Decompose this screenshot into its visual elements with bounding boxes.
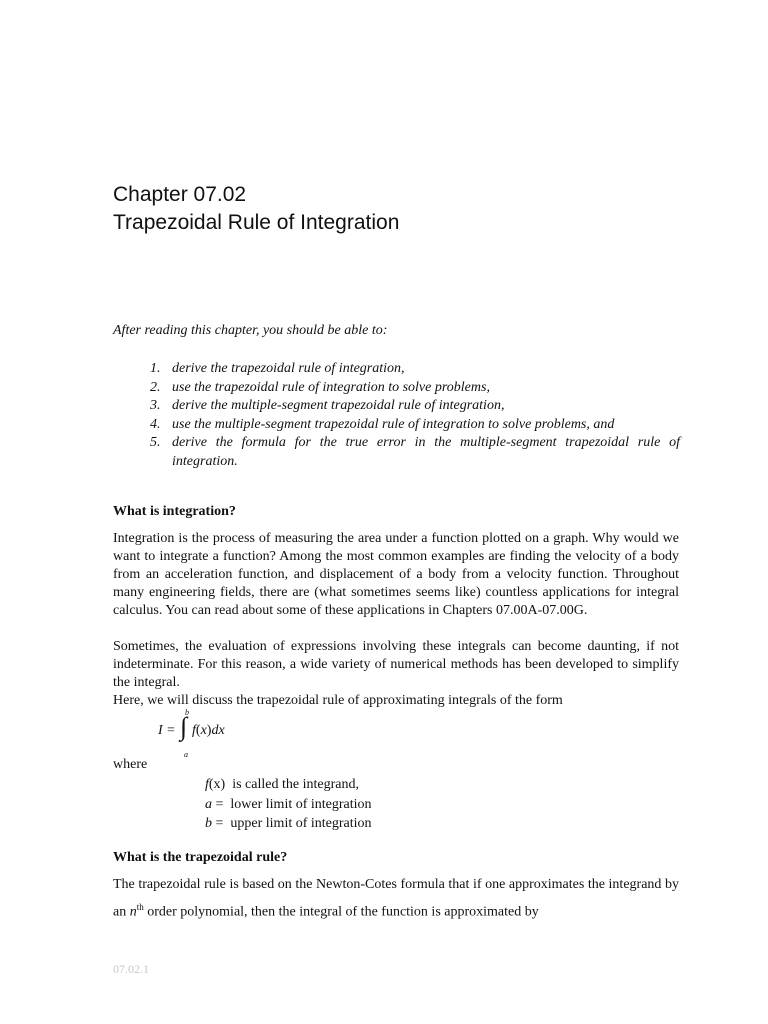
list-item: 5. derive the formula for the true error in the multiple-segment trapezoidal rule of integration. <box>150 435 680 469</box>
objectives-list <box>150 360 680 471</box>
lower-limit: a <box>184 750 188 759</box>
upper-limit-definition: b = upper limit of integration <box>205 816 372 831</box>
objectives-intro: After reading this chapter, you should be able to: <box>113 323 388 338</box>
chapter-title: Trapezoidal Rule of Integration <box>113 211 400 234</box>
paragraph-trapezoidal: The trapezoidal rule is based on the Newton-Cotes formula that if one approximates the integrand by an $n^{th}$ order polynomial, then the integral of the function is approximated by <box>113 877 679 920</box>
integrand-expression: f(x)dx <box>192 723 225 738</box>
page-number: 07.02.1 <box>113 962 149 976</box>
list-item: 2. use the trapezoidal rule of integration to solve problems, <box>150 379 490 395</box>
paragraph-form: Here, we will discuss the trapezoidal rule of approximating integrals of the form <box>113 693 563 708</box>
paragraph-numerical-methods: Sometimes, the evaluation of expressions involving these integrals can become daunting, if not indeterminate. For this reason, a wide variety of numerical methods has been developed to simplify the integral. <box>113 639 679 690</box>
integral-sign-icon: ∫ <box>180 712 188 741</box>
paragraph-integration: Integration is the process of measuring the area under a function plotted on a graph. Why would we want to integrate a function? Among the most common examples are finding the velocity of a body from an acceleration function, and displacement of a body from a velocity function. Throughout many engineering fields, there are (what sometimes seems like) countless applications for integral calculus. You can read about some of these applications in Chapters 07.00A-07.00G. <box>113 531 679 618</box>
lower-limit-definition: a = lower limit of integration <box>205 796 372 812</box>
definitions <box>205 775 372 834</box>
section-heading-integration: What is integration? <box>113 504 236 519</box>
where-label: where <box>113 757 148 772</box>
upper-limit: b <box>185 708 189 717</box>
list-item: 3. derive the multiple-segment trapezoidal rule of integration, <box>150 398 505 413</box>
section-heading-trapezoidal: What is the trapezoidal rule? <box>113 850 288 865</box>
chapter-heading <box>113 181 399 237</box>
chapter-number: Chapter 07.02 <box>113 183 247 206</box>
list-item: 1. derive the trapezoidal rule of integration, <box>150 361 405 376</box>
list-item: 4. use the multiple-segment trapezoidal rule of integration to solve problems, and <box>150 416 615 432</box>
integrand-definition: f(x) is called the integrand, <box>205 777 359 792</box>
integral-formula: I = ∫ b a f(x)dx <box>158 708 225 759</box>
